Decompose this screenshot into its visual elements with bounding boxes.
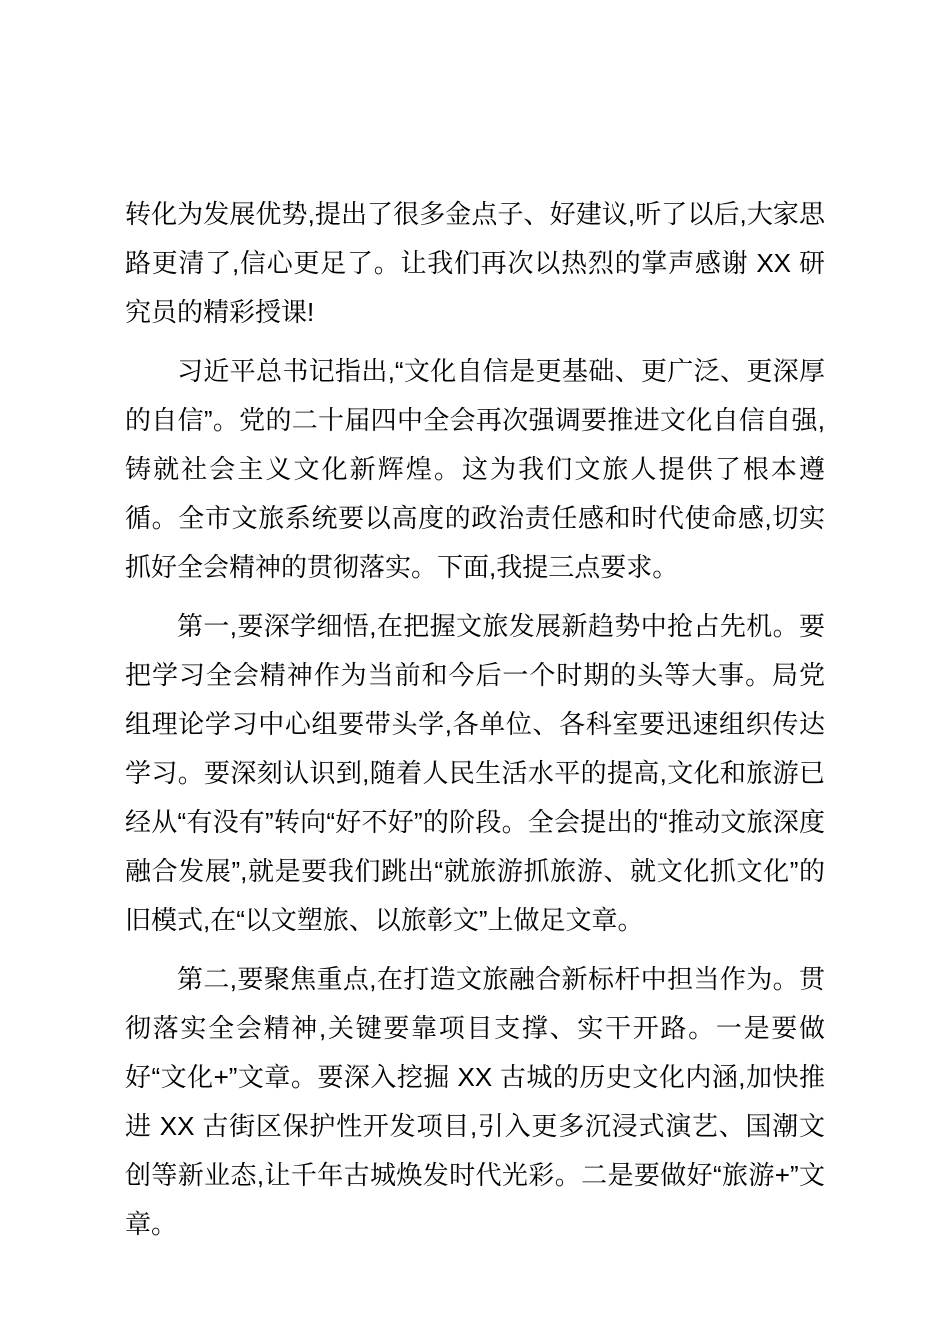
paragraph-continuation: 转化为发展优势,提出了很多金点子、好建议,听了以后,大家思路更清了,信心更足了。让我们再次以热烈的掌声感谢 XX 研究员的精彩授课! — [125, 199, 825, 327]
paragraph-point-one: 第一,要深学细悟,在把握文旅发展新趋势中抢占先机。要把学习全会精神作为当前和今后一个时期的头等大事。局党组理论学习中心组要带头学,各单位、各科室要迅速组织传达学习。要深刻认识到,随着人民生活水平的提高,文化和旅游已经从“有没有”转向“好不好”的阶段。全会提出的“推动文旅深度融合发展”,就是要我们跳出“就旅游抓旅游、就文化抓文化”的旧模式,在“以文塑旅、以旅彰文”上做足文章。 — [125, 611, 825, 935]
paragraph-point-two: 第二,要聚焦重点,在打造文旅融合新标杆中担当作为。贯彻落实全会精神,关键要靠项目支撑、实干开路。一是要做好“文化+”文章。要深入挖掘 XX 古城的历史文化内涵,加快推进 XX 古街区保护性开发项目,引入更多沉浸式演艺、国潮文创等新业态,让千年古城焕发时代光彩。二是要做好“旅游+”文章。 — [125, 964, 825, 1239]
paragraph-intro: 习近平总书记指出,“文化自信是更基础、更广泛、更深厚的自信”。党的二十届四中全会再次强调要推进文化自信自强,铸就社会主义文化新辉煌。这为我们文旅人提供了根本遵循。全市文旅系统要以高度的政治责任感和时代使命感,切实抓好全会精神的贯彻落实。下面,我提三点要求。 — [125, 356, 825, 582]
